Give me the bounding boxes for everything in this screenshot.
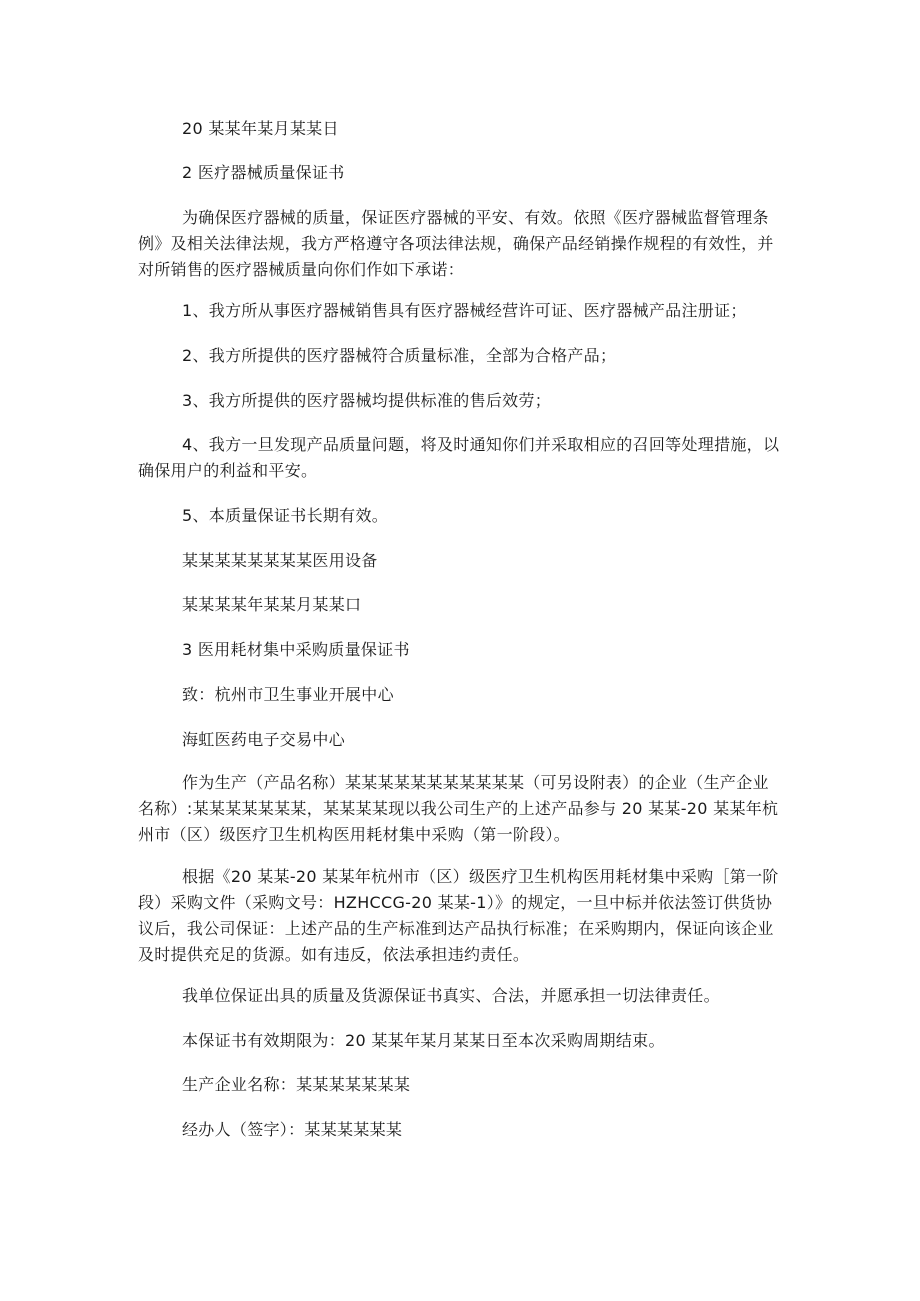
section-heading-2: 2 医疗器械质量保证书 — [182, 163, 345, 182]
paragraph-4: 本保证书有效期限为：20 某某年某月某某日至本次采购周期结束。 — [182, 1031, 665, 1050]
handler-line: 经办人（签字）：某某某某某某 — [182, 1120, 403, 1139]
section-heading-3: 3 医用耗材集中采购质量保证书 — [182, 640, 410, 659]
recipient-line: 致：杭州市卫生事业开展中心 — [182, 685, 394, 704]
paragraph-1: 作为生产（产品名称）某某某某某某某某某某某（可另设附表）的企业（生产企业名称）:某某某某某某某，某某某某现以我公司生产的上述产品参与 20 某某-20 某某年杭州市（区）级医疗卫生机构医用耗材集中采购（第一阶段）。 — [138, 773, 779, 844]
date-line: 20 某某年某月某某日 — [182, 119, 339, 138]
intro-paragraph: 为确保医疗器械的质量，保证医疗器械的平安、有效。依照《医疗器械监督管理条例》及相关法律法规，我方严格遵守各项法律法规，确保产品经销操作规程的有效性，并对所销售的医疗器械质量向你们作如下承诺： — [138, 208, 774, 279]
list-item: 2、我方所提供的医疗器械符合质量标准，全部为合格产品； — [182, 346, 617, 365]
paragraph-3: 我单位保证出具的质量及货源保证书真实、合法，并愿承担一切法律责任。 — [182, 986, 720, 1005]
list-item: 5、本质量保证书长期有效。 — [182, 506, 389, 525]
company-line: 某某某某某某某某医用设备 — [182, 551, 378, 570]
date-line-2: 某某某某年某某月某某口 — [182, 595, 362, 614]
manufacturer-line: 生产企业名称：某某某某某某某 — [182, 1075, 411, 1094]
paragraph-2: 根据《20 某某-20 某某年杭州市（区）级医疗卫生机构医用耗材集中采购［第一阶段）采购文件（采购文号：HZHCCG-20 某某-1）》的规定，一旦中标并依法签订供货协议后，我公司保证：上述产品的生产标准到达产品执行标准；在采购期内，保证向该企业及时提供充足的货源。如有违反，依法承担违约责任。 — [138, 867, 779, 964]
list-item: 1、我方所从事医疗器械销售具有医疗器械经营许可证、医疗器械产品注册证； — [182, 301, 747, 320]
list-item: 4、我方一旦发现产品质量问题，将及时通知你们并采取相应的召回等处理措施，以确保用户的利益和平安。 — [138, 435, 780, 480]
list-item: 3、我方所提供的医疗器械均提供标准的售后效劳； — [182, 391, 552, 410]
recipient-line-2: 海虹医药电子交易中心 — [182, 730, 346, 749]
